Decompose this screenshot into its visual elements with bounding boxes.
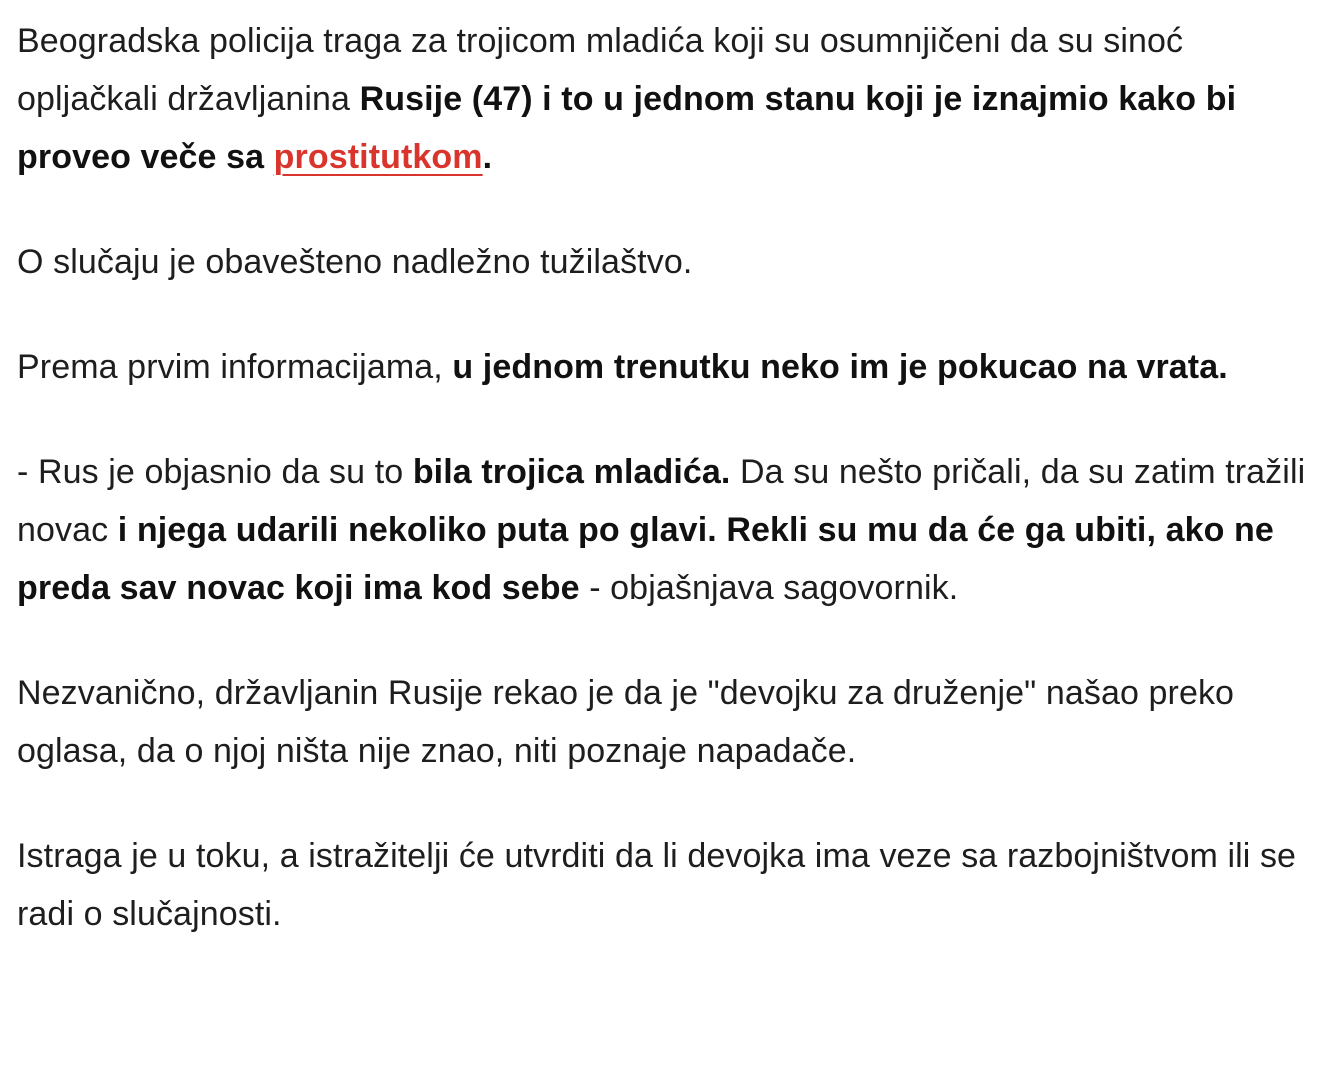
paragraph-5 xyxy=(17,664,1320,780)
paragraph-text: - Rus je objasnio da su to xyxy=(17,453,413,491)
paragraph-text: - objašnjava sagovornik. xyxy=(579,569,959,607)
paragraph-text: O slučaju je obavešteno nadležno tužilaštvo. xyxy=(17,243,693,281)
paragraph-4 xyxy=(17,443,1320,617)
bold-text: i njega udarili nekoliko puta po glavi. Rekli su mu da će ga ubiti, ako ne preda sav novac koji ima kod sebe xyxy=(17,511,1274,607)
paragraph-text: Istraga je u toku, a istražitelji će utvrditi da li devojka ima veze sa razbojništvom ili se radi o slučajnosti. xyxy=(17,837,1297,933)
paragraph-6 xyxy=(17,827,1320,943)
bold-text: u jednom trenutku neko im je pokucao na vrata. xyxy=(452,348,1228,386)
paragraph-1 xyxy=(17,12,1320,186)
paragraph-text: Beogradska policija traga za trojicom mladića koji su osumnjičeni da su sinoć opljačkali državljanina xyxy=(17,22,1184,118)
link-prostitutkom[interactable]: prostitutkom xyxy=(273,138,483,176)
paragraph-2 xyxy=(17,233,1320,291)
paragraph-text: Da su nešto pričali, da su zatim tražili novac xyxy=(17,453,1306,549)
paragraph-text: Nezvanično, državljanin Rusije rekao je da je "devojku za druženje" našao preko oglasa, da o njoj ništa nije znao, niti poznaje napadače. xyxy=(17,674,1235,770)
paragraph-text: Prema prvim informacijama, xyxy=(17,348,453,386)
paragraph-3 xyxy=(17,338,1320,396)
bold-text-link-wrapper xyxy=(274,138,483,176)
bold-text: bila trojica mladića. xyxy=(412,453,731,491)
bold-text: Rusije (47) i to u jednom stanu koji je iznajmio kako bi proveo veče sa xyxy=(17,80,1237,176)
bold-period: . xyxy=(482,138,493,176)
